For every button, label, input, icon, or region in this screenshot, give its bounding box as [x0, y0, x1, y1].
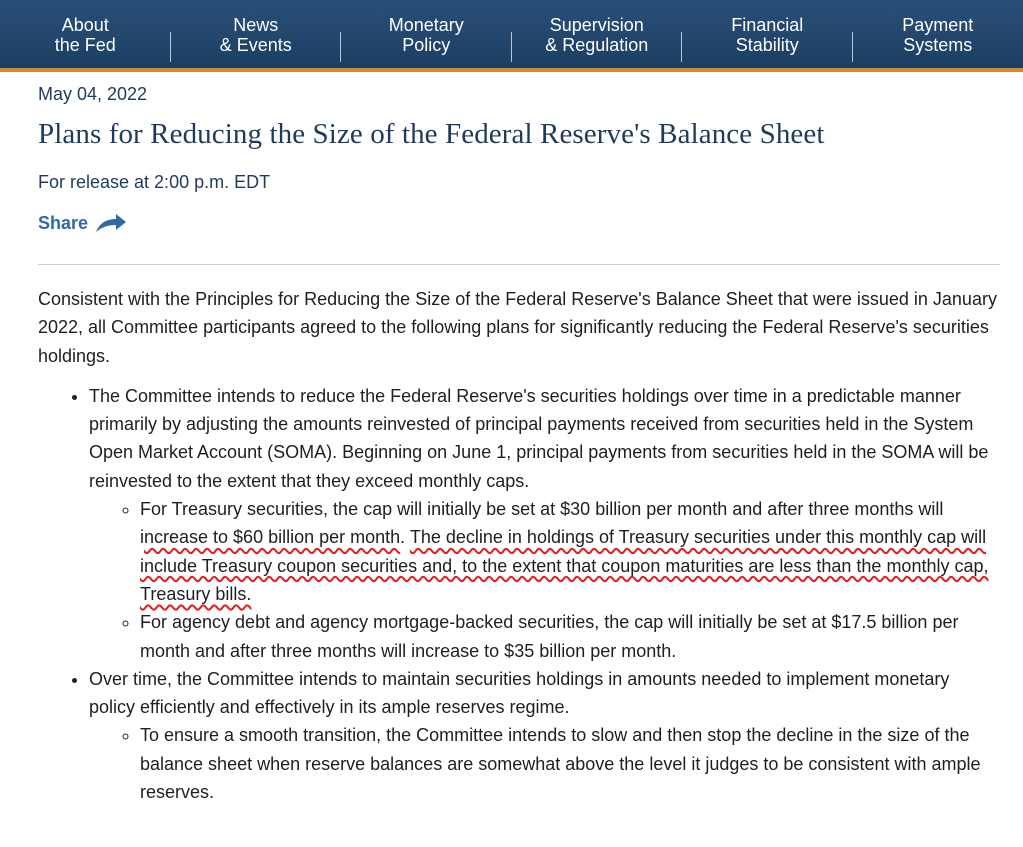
- list-item: [89, 665, 1000, 806]
- nav-financial-stability[interactable]: [682, 0, 853, 68]
- nav-label-line1: Monetary: [388, 15, 464, 35]
- list-item: [140, 608, 1000, 665]
- share-label: Share: [38, 212, 89, 233]
- article-body: [38, 285, 1000, 806]
- nav-label-line1: About: [61, 15, 109, 35]
- nav-label-line1: Payment: [902, 15, 974, 35]
- nav-label-line1: News: [233, 15, 279, 35]
- nav-news-events[interactable]: [171, 0, 342, 68]
- sub-bullet-list: [89, 721, 1000, 806]
- release-time: For release at 2:00 p.m. EDT: [38, 172, 271, 192]
- page-title: Plans for Reducing the Size of the Federal Reserve's Balance Sheet: [38, 118, 825, 150]
- bullet-text: The Committee intends to reduce the Federal Reserve's securities holdings over time in a predictable manner primarily by adjusting the amounts reinvested of principal payments received from securities held in the System Open Market Account (SOMA). Beginning on June 1, principal payments from securities held in the SOMA will be reinvested to the extent that they exceed monthly caps.: [89, 385, 989, 491]
- nav-label-line1: Financial: [731, 15, 804, 35]
- nav-label-line2: the Fed: [54, 35, 116, 55]
- sub-bullet-list: [89, 495, 1000, 665]
- nav-label-line2: & Regulation: [545, 35, 649, 55]
- article-date: May 04, 2022: [38, 84, 148, 104]
- list-item: [89, 382, 1000, 665]
- share-arrow-icon: [94, 212, 128, 234]
- nav-label-line1: Supervision: [549, 15, 644, 35]
- nav-label-line2: & Events: [219, 35, 292, 55]
- nav-label-line2: Systems: [903, 35, 973, 55]
- nav-about-the-fed[interactable]: [0, 0, 171, 68]
- sub-bullet-text: To ensure a smooth transition, the Committee intends to slow and then stop the decline in the size of the balance sheet when reserve balances are somewhat above the level it judges to be consistent with ample reserves.: [140, 725, 981, 803]
- highlighted-text: The decline in holdings of Treasury securities under this monthly cap will include Treasury coupon securities and, to the extent that coupon maturities are less than the monthly cap, Treasury bills.: [140, 527, 989, 604]
- nav-label-line2: Stability: [735, 35, 799, 55]
- share-button[interactable]: [38, 212, 128, 234]
- nav-label-line2: Policy: [402, 35, 451, 55]
- highlighted-text: ncrease to $60 billion per month: [144, 527, 401, 548]
- sub-bullet-text: For agency debt and agency mortgage-backed securities, the cap will initially be set at $17.5 billion per month and after three months will increase to $35 billion per month.: [140, 612, 959, 661]
- sub-bullet-text: For Treasury securities, the cap will initially be set at $30 billion per month and after three months will i: [140, 499, 944, 548]
- bullet-list: [38, 382, 1000, 806]
- sub-bullet-text: .: [400, 527, 410, 548]
- list-item: [140, 495, 1000, 608]
- divider: [38, 264, 1000, 265]
- nav-payment-systems[interactable]: [853, 0, 1023, 68]
- top-navigation: [0, 0, 1023, 72]
- intro-paragraph: Consistent with the Principles for Reducing the Size of the Federal Reserve's Balance Sheet that were issued in January 2022, all Committee participants agreed to the following plans for significantly reducing the Federal Reserve's securities holdings.: [38, 289, 997, 366]
- nav-monetary-policy[interactable]: [341, 0, 512, 68]
- nav-supervision-regulation[interactable]: [512, 0, 683, 68]
- bullet-text: Over time, the Committee intends to maintain securities holdings in amounts needed to implement monetary policy efficiently and effectively in its ample reserves regime.: [89, 668, 950, 718]
- list-item: [140, 721, 1000, 806]
